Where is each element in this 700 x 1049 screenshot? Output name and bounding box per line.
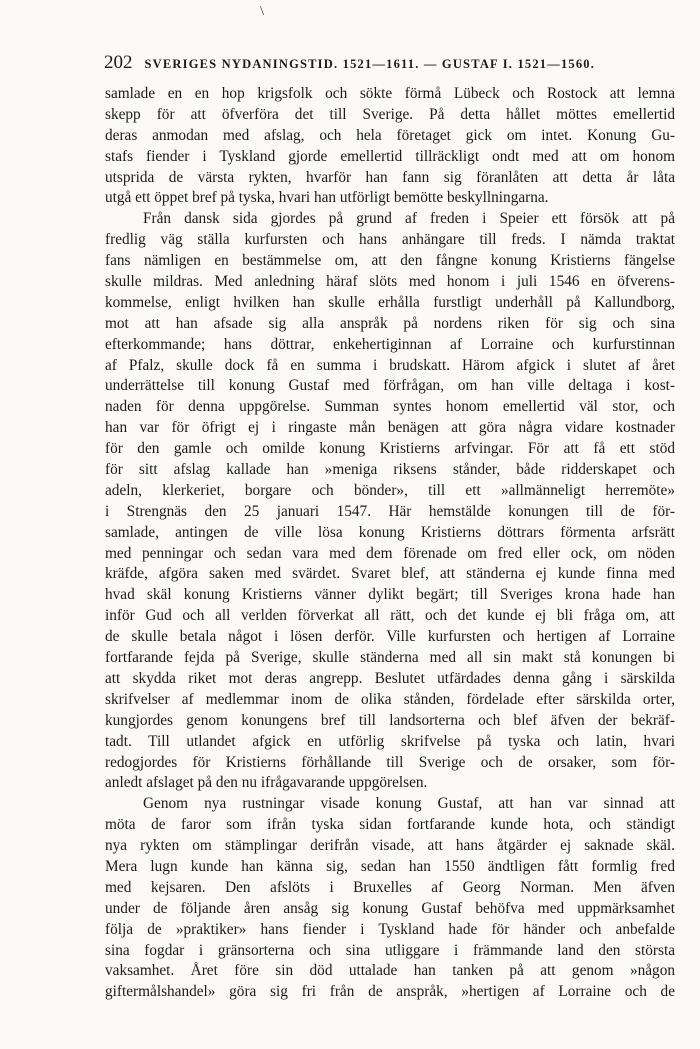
text-line: adeln, klerkeriet, borgare och bönder», till ett »allmänneligt herremöte» — [105, 481, 675, 499]
text-line: kungjordes genom konungens bref till landsorterna och blef äfven der bekräf- — [105, 711, 675, 729]
text-line: kräfde, afgöra saken med svärdet. Svaret blef, att ständerna ej kunde finna med — [105, 565, 675, 583]
text-line: inför Gud och all verlden förverkat all rätt, och det kunde ej bli fråga om, att — [105, 607, 675, 625]
text-line: hvad skäl konung Kristierns vänner dylikt begärt; till Sveriges krona hade han — [105, 586, 675, 604]
text-line: fans nämligen en bestämmelse om, att den fångne konung Kristierns fängelse — [105, 252, 675, 270]
text-line: skepp för att öfverföra det till Sverige. På detta hållet möttes emellertid — [105, 105, 675, 123]
text-line: att skydda riket mot deras angrepp. Beslutet utfärdades denna gång i särskilda — [105, 669, 675, 687]
text-line: Från dansk sida gjordes på grund af freden i Speier ett försök att på — [143, 210, 675, 228]
text-line: följa de »praktiker» hans fiender i Tyskland hade för händer och anbefalde — [105, 920, 675, 938]
text-line: i Strengnäs den 25 januari 1547. Här hemstälde konungen till de för- — [105, 502, 675, 520]
text-line: fredlig väg ställa kurfursten och hans anhängare till freds. I nämda traktat — [105, 231, 675, 249]
text-line: för den gamle och omilde konung Kristierns arfvingar. För att få ett stöd — [105, 440, 675, 458]
text-line: möta de faror som ifrån tyska sidan fortfarande kunde hota, och ständigt — [105, 816, 675, 834]
text-line: Genom nya rustningar visade konung Gustaf, att han var sinnad att — [143, 795, 675, 813]
text-line: giftermålshandel» göra sig fri från de anspråk, »hertigen af Lorraine och de — [105, 983, 675, 1001]
text-line: kommelse, enligt hvilken han skulle erhålla furstligt underhåll på Kallundborg, — [105, 293, 675, 311]
text-line: för sitt afslag kallade han »meniga riksens stånder, både ridderskapet och — [105, 461, 675, 479]
text-line: stafs fiender i Tyskland gjorde emellertid tillräckligt ondt med att om honom — [105, 147, 675, 165]
text-line: nya rykten om stämplingar derifrån visade, att hans åtgärder ej saknade skäl. — [105, 837, 675, 855]
running-head: SVERIGES NYDANINGSTID. 1521—1611. — GUSTAF I. 1521—1560. — [144, 57, 596, 71]
text-line: med penningar och sedan vara med dem förenade om fred eller ock, om nöden — [105, 544, 675, 562]
text-line: skrifvelser af medlemmar inom de olika stånden, fördelade efter särskilda orter, — [105, 690, 675, 708]
text-line: naden för denna uppgörelse. Summan syntes honom emellertid väl stor, och — [105, 398, 675, 416]
text-line: vaksamhet. Året före sin död uttalade han tanken på att genom »någon — [105, 962, 675, 980]
text-line: tadt. Till utlandet afgick en utförlig skrifvelse på tyska och latin, hvari — [105, 732, 675, 750]
text-line: de skulle betala något i lösen derför. Ville kurfursten och hertigen af Lorraine — [105, 628, 675, 646]
text-line: redogjordes för Kristierns förhållande till Sverige och de orsaker, som för- — [105, 753, 675, 771]
text-line: af Pfalz, skulle dock få en summa i brudskatt. Härom afgick i slutet af året — [105, 356, 675, 374]
text-line: utsprida de värsta rykten, hvarför han fann sig föranlåten att detta år låta — [105, 168, 675, 186]
text-line: med kejsaren. Den afslöts i Bruxelles af Georg Norman. Men äfven — [105, 878, 675, 896]
text-line: mot att han afsade sig alla anspråk på nordens riken för sig och sina — [105, 314, 675, 332]
text-line: skulle mildras. Med anledning häraf slöts med honom i juli 1546 en öfverens- — [105, 273, 675, 291]
text-line: efterkommande; hans döttrar, enkehertiginnan af Lorraine och kurfurstinnan — [105, 335, 675, 353]
text-line: utgå ett öppet bref på tyska, hvari han utförligt bemötte beskyllningarna. — [105, 189, 549, 207]
text-line: han var för öfrigt ej i ringaste mån benägen att göra några vidare kostnader — [105, 419, 675, 437]
text-line: under de följande åren ansåg sig konung Gustaf behöfva med uppmärksamhet — [105, 899, 675, 917]
text-line: underrättelse till konung Gustaf med förfrågan, om han ville deltaga i kost- — [105, 377, 675, 395]
page-number: 202 — [104, 52, 133, 73]
text-line: anledt afslaget på den nu ifrågavarande uppgörelsen. — [105, 774, 428, 792]
text-line: deras anmodan med afslag, och hela företaget gick om intet. Konung Gu- — [105, 126, 675, 144]
text-line: Mera lugn kunde han känna sig, sedan han 1550 ändtligen fått formlig fred — [105, 857, 675, 875]
page-header — [104, 52, 624, 74]
text-line: samlade, antingen de ville lösa konung Kristierns döttrars förmenta arfsrätt — [105, 523, 675, 541]
text-line: samlade en en hop krigsfolk och sökte förmå Lübeck och Rostock att lemna — [105, 85, 675, 102]
text-line: fortfarande fejda på Sverige, skulle ständerna med all sin makt stå konungen bi — [105, 649, 675, 667]
text-line: sina fogdar i gränsorterna och sina utliggare i främmande land den största — [105, 941, 675, 959]
margin-mark: \ — [260, 4, 264, 19]
body-text — [105, 84, 675, 1003]
